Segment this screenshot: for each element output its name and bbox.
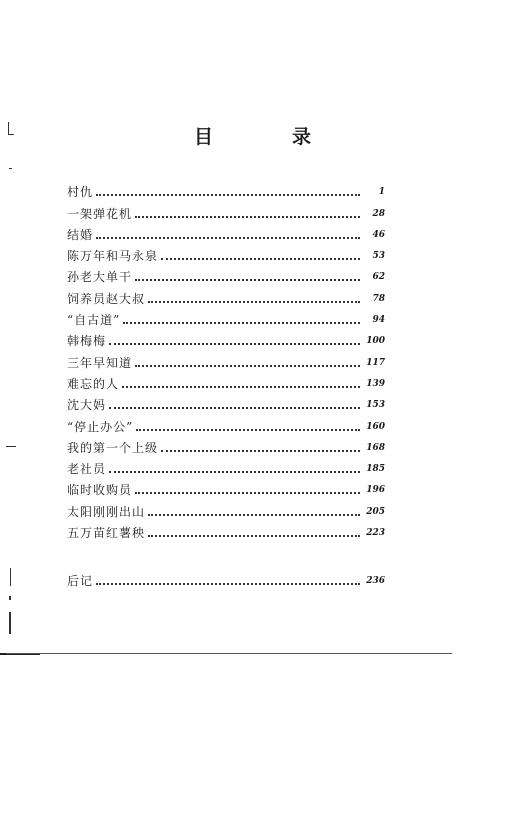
toc-entry-page: 28 — [372, 208, 385, 219]
toc-entry[interactable] — [67, 412, 385, 433]
dot-leader — [96, 577, 360, 585]
toc-entry-page: 53 — [372, 251, 385, 262]
scan-artifact — [6, 446, 16, 447]
toc-entry[interactable] — [67, 263, 385, 284]
dot-leader — [96, 231, 360, 239]
toc-entry-title: “自古道” — [67, 313, 121, 328]
toc-entry-title: 结婚 — [67, 227, 94, 242]
toc-entry-title: “停止办公” — [67, 419, 134, 434]
toc-entry[interactable] — [67, 434, 385, 455]
toc-entry[interactable] — [67, 306, 385, 327]
dot-leader — [148, 508, 360, 516]
toc-entry-title: 五万苗红薯秧 — [67, 526, 146, 541]
toc-entry[interactable] — [67, 199, 385, 220]
toc-entry-title: 老社员 — [67, 462, 107, 477]
toc-entry-title: 沈大妈 — [67, 398, 107, 413]
toc-entry-title: 村仇 — [67, 185, 94, 200]
dot-leader — [161, 444, 360, 452]
scan-artifact — [9, 596, 11, 600]
toc-entry-title: 难忘的人 — [67, 376, 120, 391]
toc-entry-afterword[interactable] — [67, 567, 385, 588]
toc-entry-title: 太阳刚刚出山 — [67, 504, 146, 519]
toc-entry-title: 饲养员赵大叔 — [67, 291, 146, 306]
dot-leader — [109, 465, 360, 473]
toc-entry-page: 168 — [366, 442, 385, 453]
dot-leader — [135, 486, 360, 494]
toc-entry-page: 94 — [372, 315, 385, 326]
toc-entry-title: 三年早知道 — [67, 355, 133, 370]
dot-leader — [148, 295, 360, 303]
toc-entry-title: 后记 — [67, 574, 94, 589]
scan-artifact — [8, 122, 14, 135]
toc-entry-title: 孙老大单干 — [67, 270, 133, 285]
dot-leader — [148, 529, 360, 537]
toc-entry[interactable] — [67, 476, 385, 497]
scan-artifact — [9, 612, 11, 634]
toc-entry[interactable] — [67, 221, 385, 242]
toc-entry-page: 153 — [366, 400, 385, 411]
toc-entry[interactable] — [67, 370, 385, 391]
toc-entry[interactable] — [67, 519, 385, 540]
toc-entry[interactable] — [67, 497, 385, 518]
dot-leader — [136, 423, 360, 431]
page-title: 目 录 — [193, 126, 341, 148]
toc-entry-page: 205 — [366, 506, 385, 517]
toc-entry[interactable] — [67, 284, 385, 305]
toc-entry-page: 62 — [372, 272, 385, 283]
toc-entry-page: 100 — [366, 336, 385, 347]
toc-entry[interactable] — [67, 242, 385, 263]
toc-entry[interactable] — [67, 391, 385, 412]
toc-entry-page: 236 — [366, 576, 385, 587]
toc-entry[interactable] — [67, 348, 385, 369]
toc-entry-page: 46 — [372, 229, 385, 240]
dot-leader — [122, 380, 360, 388]
dot-leader — [109, 337, 360, 345]
dot-leader — [161, 252, 360, 260]
table-of-contents — [67, 178, 385, 540]
toc-entry-page: 160 — [366, 421, 385, 432]
toc-afterword — [67, 567, 385, 588]
toc-entry-title: 临时收购员 — [67, 483, 133, 498]
toc-entry[interactable] — [67, 178, 385, 199]
toc-entry-title: 一架弹花机 — [67, 206, 133, 221]
dot-leader — [135, 273, 360, 281]
toc-entry-page: 1 — [378, 187, 385, 198]
toc-entry-page: 117 — [366, 357, 385, 368]
dot-leader — [96, 188, 360, 196]
toc-entry-title: 陈万年和马永泉 — [67, 249, 159, 264]
toc-entry-page: 223 — [366, 528, 385, 539]
toc-entry[interactable] — [67, 455, 385, 476]
toc-entry-page: 196 — [366, 485, 385, 496]
toc-entry[interactable] — [67, 327, 385, 348]
dot-leader — [109, 401, 360, 409]
toc-entry-page: 139 — [366, 378, 385, 389]
dot-leader — [123, 316, 360, 324]
page-rule — [6, 653, 452, 654]
dot-leader — [135, 359, 360, 367]
toc-entry-title: 韩梅梅 — [67, 334, 107, 349]
dot-leader — [135, 210, 360, 218]
toc-entry-title: 我的第一个上级 — [67, 440, 159, 455]
scan-artifact — [9, 168, 12, 169]
toc-entry-page: 185 — [366, 464, 385, 475]
scan-artifact — [10, 568, 11, 586]
toc-entry-page: 78 — [372, 293, 385, 304]
